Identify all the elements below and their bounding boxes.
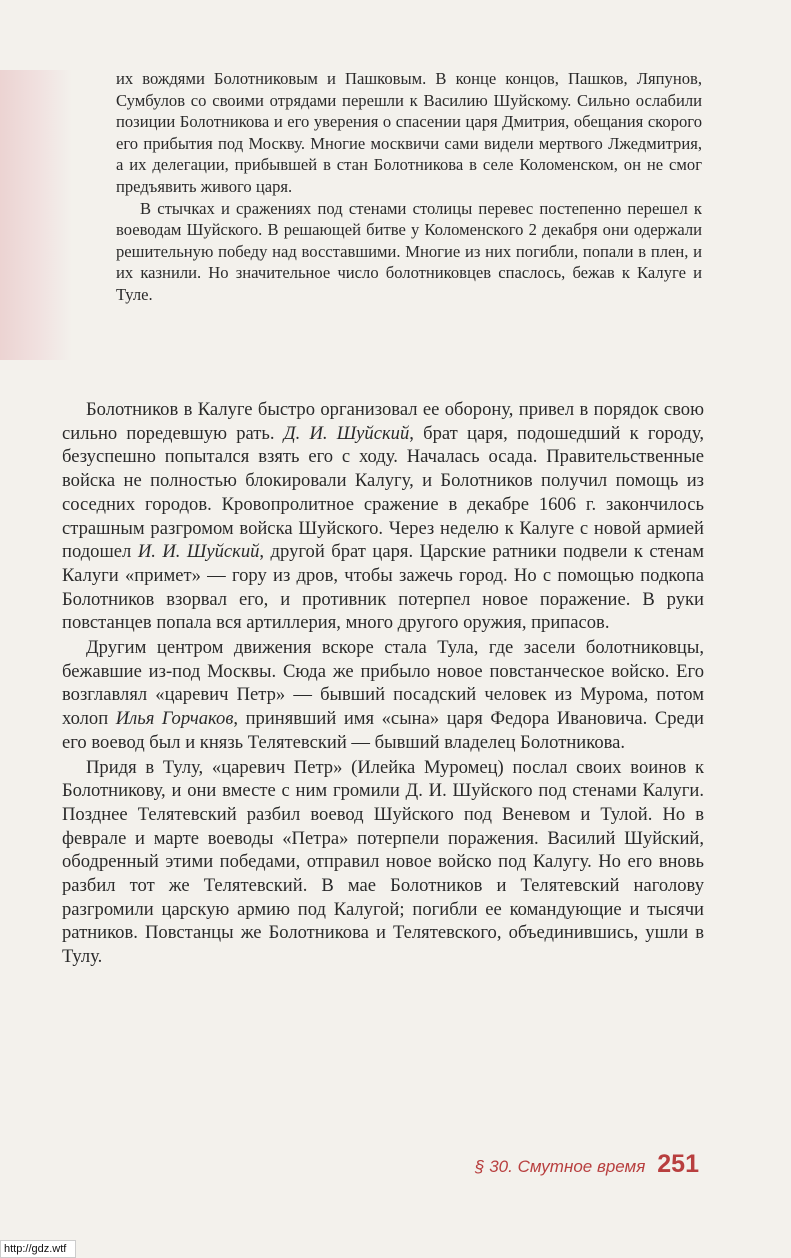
person-name: И. И. Шуйский [137, 541, 260, 563]
paragraph-tula [62, 636, 704, 755]
person-name: Д. И. Шуйский [283, 422, 410, 444]
text-run: Другим центром движения вскоре стала Тула, где засели болотниковцы, бежавшие из-под Москвы. Сюда же прибыло новое повстанческое войско. Его возглавлял «царевич Петр» — бывший посадский человек из Мурома, потом холоп [62, 637, 704, 730]
small-paragraph-2: В стычках и сражениях под стенами столицы перевес постепенно перешел к воеводам Шуйского. В решающей битве у Коломенского 2 декабря они одержали решительную победу над восставшими. Многие из них погибли, попали в плен, и их казнили. Но значительное число болотниковцев спаслось, бежав к Калуге и Туле. [116, 198, 702, 304]
text-run: , брат царя, подошедший к городу, безуспешно попытался взять его с ходу. Началась осада. Правительственные войска не полностью блокировали Калугу, и Болотников получил помощь из соседних городов. Кровопролитное сражение в декабре 1606 г. закончилось страшным разгромом войска Шуйского. Через неделю к Калуге с новой армией подошел [62, 422, 704, 563]
text-run: , принявший имя «сына» царя Федора Ивановича. Среди его воевод был и князь Телятевский — бывший владелец Болотникова. [62, 708, 704, 753]
page-number: 251 [657, 1150, 699, 1178]
paragraph-kaluga [62, 398, 704, 635]
main-text-section [62, 398, 704, 969]
paragraph-tsarevich-petr: Придя в Тулу, «царевич Петр» (Илейка Муромец) послал своих воинов к Болотникову, и они вместе с ним громили Д. И. Шуйского под стенами Калуги. Позднее Телятевский разбил воевод Шуйского под Веневом и Тулой. Но в феврале и марте воеводы «Петра» потерпели поражения. Василий Шуйский, ободренный этими победами, отправил новое войско под Калугу. Но его вновь разбил тот же Телятевский. В мае Болотников и Телятевский наголову разгромили царскую армию под Калугой; погибли ее командующие и тысячи ратников. Повстанцы же Болотникова и Телятевского, объединившись, ушли в Тулу. [62, 756, 704, 968]
text-run: , другой брат царя. Царские ратники подвели к стенам Калуги «примет» — гору из дров, чтобы зажечь город. Но с помощью подкопа Болотников взорвал его, и противник потерпел новое поражение. В руки повстанцев попала вся артиллерия, много другого оружия, припасов. [62, 541, 705, 634]
small-print-section [116, 68, 702, 306]
person-name: Илья Горчаков [115, 708, 234, 730]
small-paragraph-1: их вождями Болотниковым и Пашковым. В конце концов, Пашков, Ляпунов, Сумбулов со своими отрядами перешли к Василию Шуйскому. Сильно ослабили позиции Болотникова и его уверения о спасении царя Дмитрия, обещания скорого его прибытия под Москву. Многие москвичи сами видели мертвого Лжедмитрия, а их делегации, прибывшей в стан Болотникова в селе Коломенском, он не смог предъявить живого царя. [116, 69, 702, 196]
source-watermark-link[interactable]: http://gdz.wtf [0, 1240, 76, 1258]
text-run: Болотников в Калуге быстро организовал ее оборону, привел в порядок свою сильно поредевшую рать. [62, 399, 704, 444]
page-footer [475, 1150, 699, 1179]
section-title: § 30. Смутное время [475, 1157, 646, 1176]
margin-color-band [0, 70, 72, 360]
